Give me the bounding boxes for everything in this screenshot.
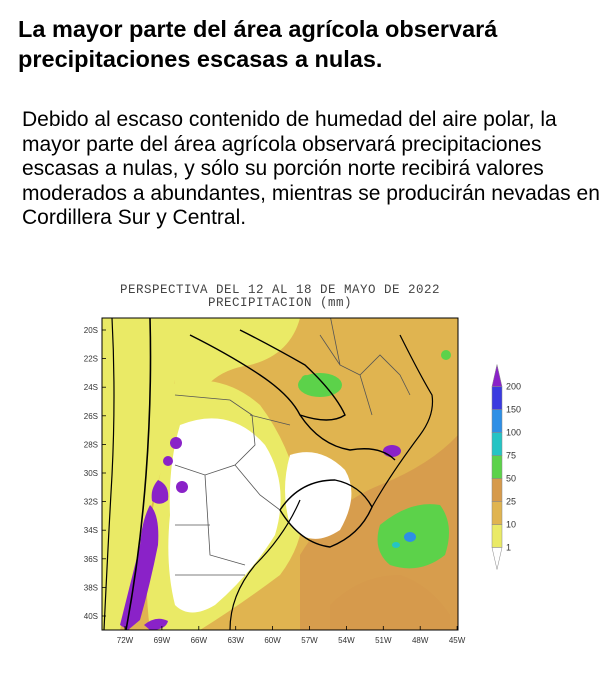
lon-tick-label: 69W (153, 636, 171, 645)
lon-tick-label: 54W (338, 636, 355, 645)
legend-level-label: 150 (506, 404, 522, 415)
legend-swatch (492, 525, 502, 548)
lat-tick-label: 20S (83, 326, 98, 335)
precip-cordillera-cell-2 (170, 437, 182, 449)
lat-tick-label: 22S (83, 354, 98, 364)
legend-swatch (492, 433, 502, 456)
lon-tick-label: 66W (190, 636, 208, 645)
precip-cordillera-cell-3 (176, 481, 188, 493)
legend-max-arrow (492, 365, 502, 387)
lat-tick-label: 40S (83, 612, 98, 621)
lat-tick-label: 38S (83, 583, 98, 593)
map-field (102, 315, 458, 630)
lat-tick-label: 32S (83, 497, 98, 507)
legend-swatch (492, 387, 502, 410)
legend-swatch (492, 502, 502, 525)
legend-swatch (492, 456, 502, 479)
precipitation-map-figure (0, 275, 616, 687)
lat-tick-label: 36S (83, 554, 98, 564)
lon-tick-label: 45W (448, 636, 466, 645)
precipitation-map (0, 275, 616, 687)
map-subtitle: PRECIPITACION (mm) (207, 296, 353, 310)
legend-min-arrow (492, 548, 502, 570)
lat-tick-label: 28S (83, 440, 98, 450)
lat-tick-label: 24S (83, 383, 98, 393)
precip-brazil-purple (383, 445, 401, 457)
legend-level-label: 200 (506, 381, 522, 392)
lon-tick-label: 72W (116, 636, 134, 645)
map-title: PERSPECTIVA DEL 12 AL 18 DE MAYO DE 2022 (119, 283, 441, 297)
legend-swatch (492, 410, 502, 433)
body-paragraph: Debido al escaso contenido de humedad del aire polar, la mayor parte del área agrícola observará precipitaciones escasas a nulas, y sólo su porción norte recibirá valores moderados a abundantes, mientras se producirán nevadas en Cordillera Sur y Central. (22, 108, 600, 229)
lat-tick-label: 26S (83, 411, 98, 421)
lat-tick-label: 30S (83, 469, 98, 478)
legend-level-label: 75 (506, 450, 517, 461)
precip-brazil-green (441, 350, 451, 360)
legend-level-label: 50 (506, 473, 517, 484)
lat-tick-label: 34S (83, 526, 98, 536)
legend-swatch (492, 479, 502, 502)
lon-tick-label: 60W (264, 636, 281, 645)
lon-tick-label: 48W (411, 636, 429, 645)
legend-level-label: 10 (506, 519, 517, 530)
lon-tick-label: 57W (301, 636, 318, 645)
precip-atlantic-blue (404, 532, 416, 542)
lon-tick-label: 51W (375, 636, 392, 645)
legend-level-label: 1 (506, 542, 512, 553)
legend-level-label: 100 (506, 427, 522, 438)
legend-level-label: 25 (506, 496, 517, 507)
color-legend (492, 365, 521, 570)
precip-cordillera-cell-4 (163, 456, 173, 466)
precip-atlantic-cyan (392, 542, 400, 548)
headline: La mayor parte del área agrícola observará precipitaciones escasas a nulas. (18, 16, 498, 72)
precip-paraguay-green-small (301, 375, 311, 385)
lon-tick-label: 63W (227, 636, 244, 645)
